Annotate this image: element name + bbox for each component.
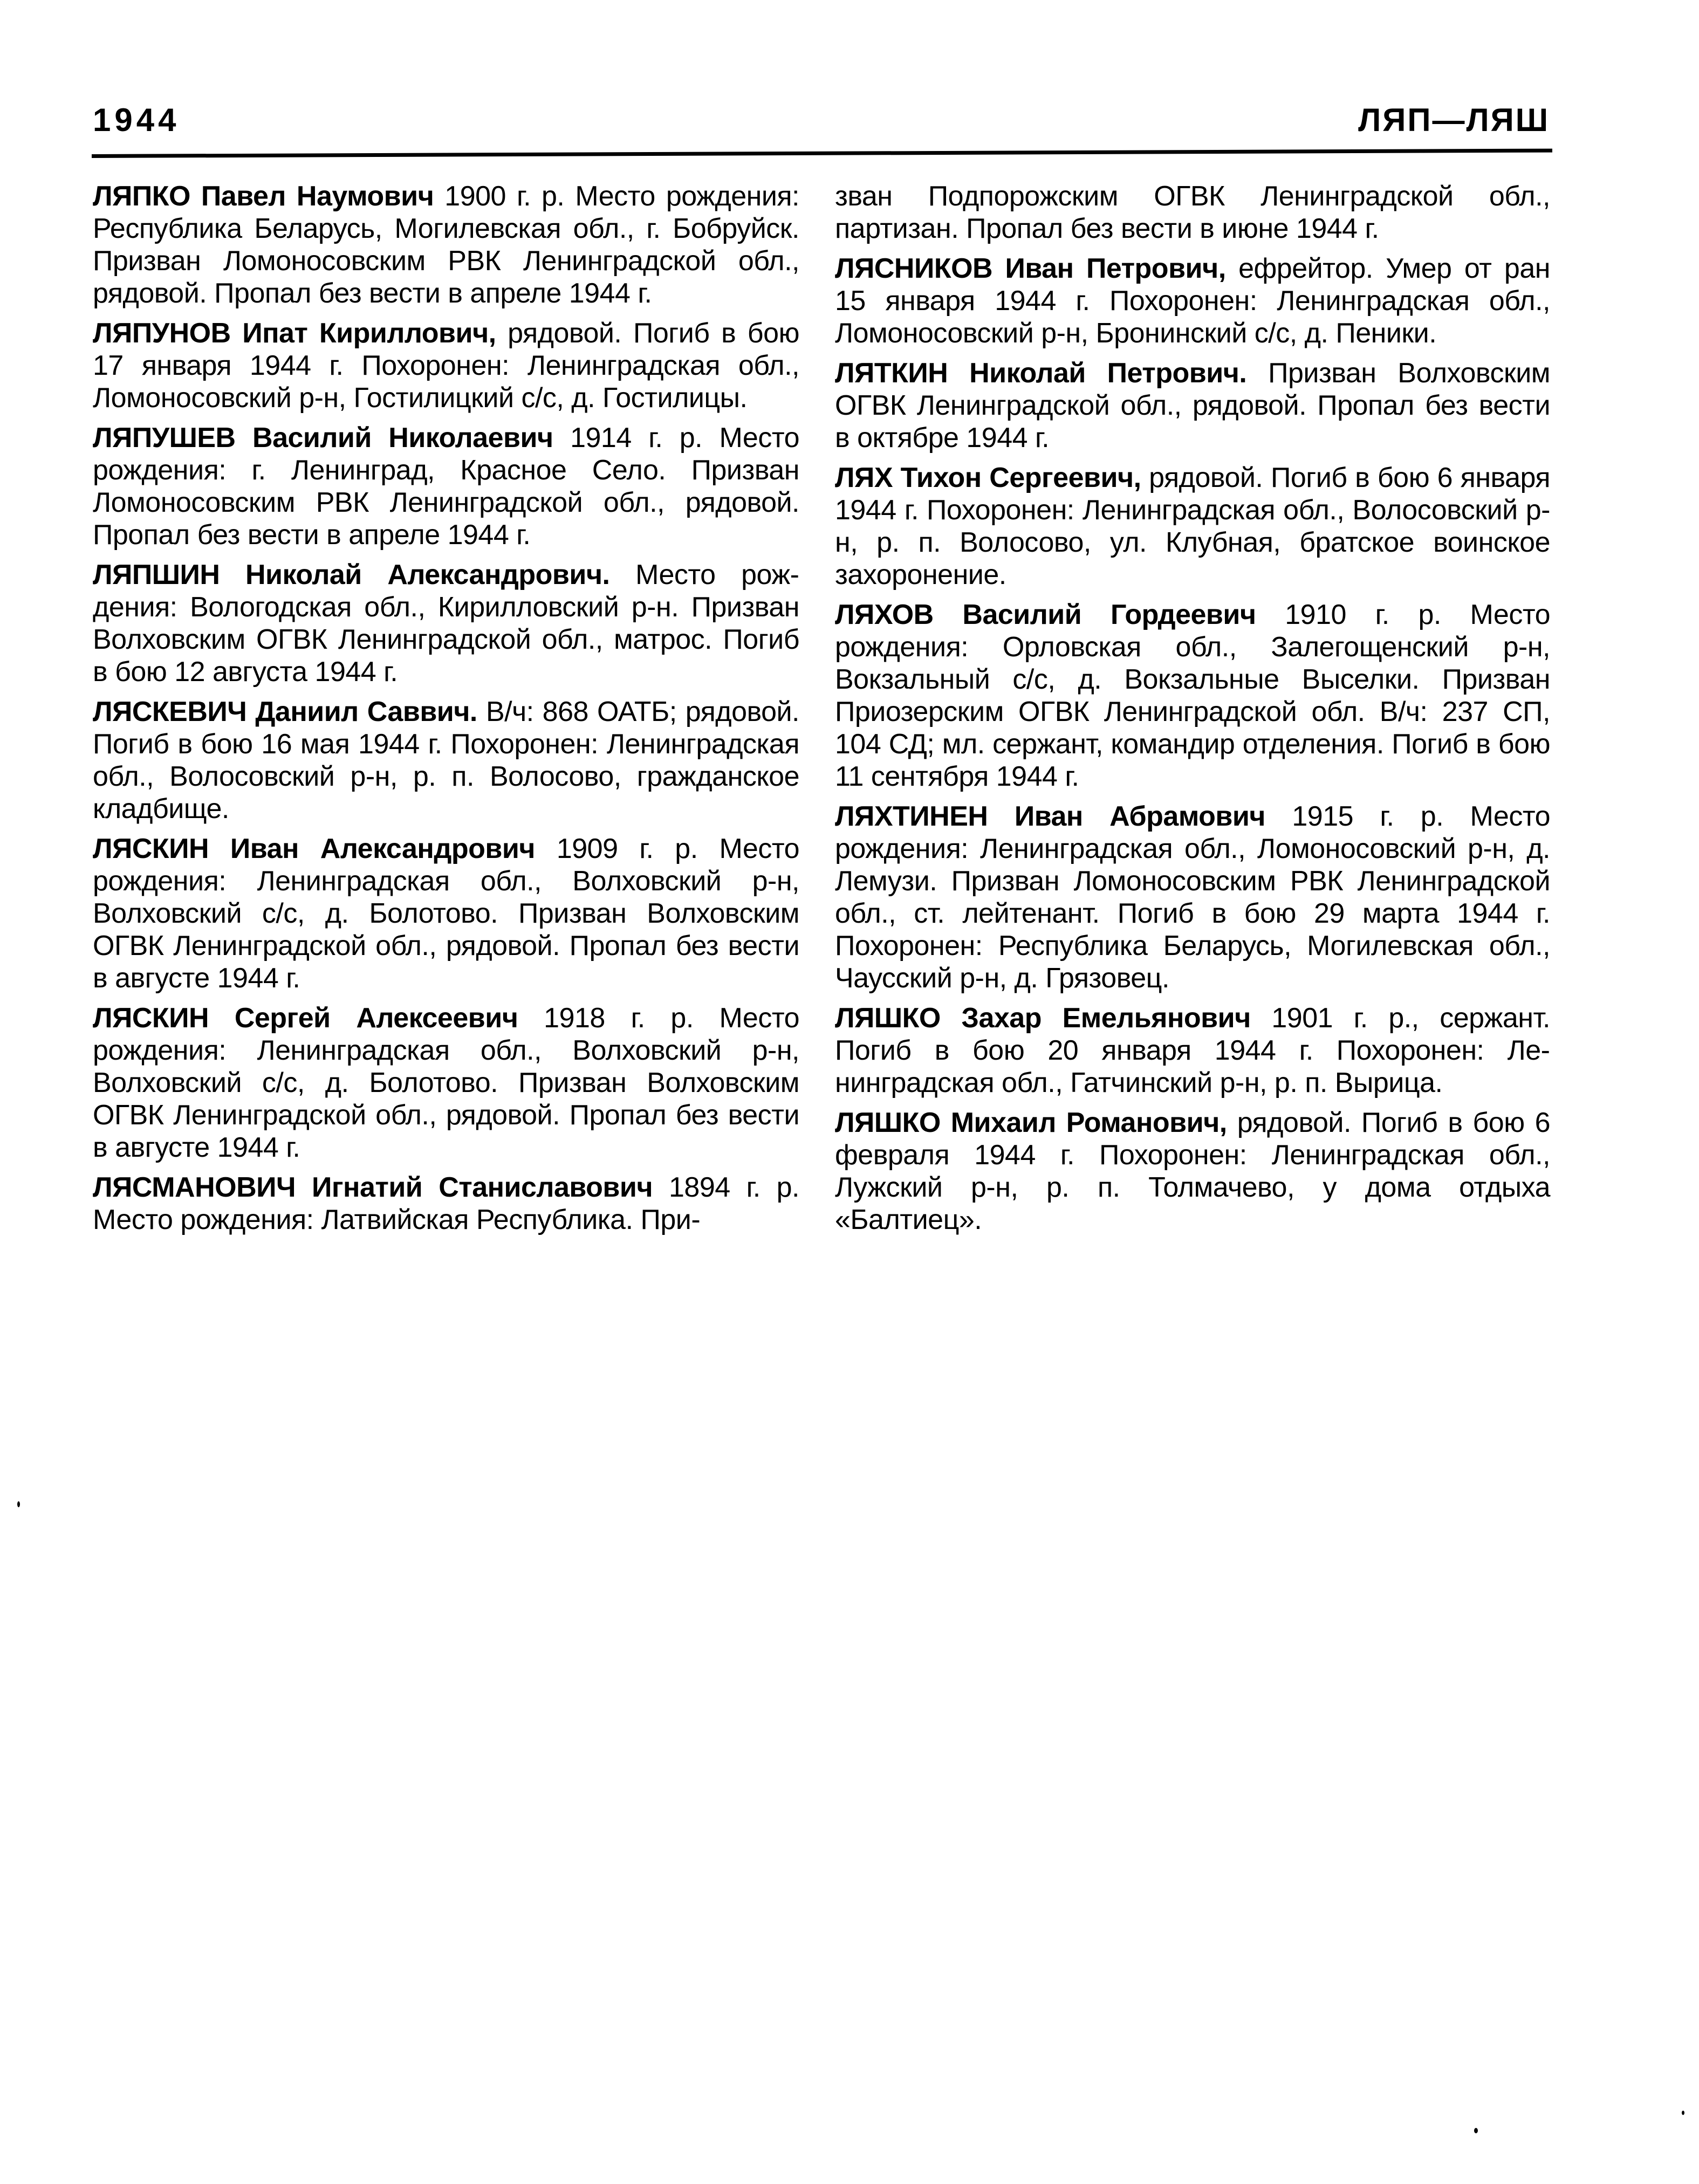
entry-name: ЛЯСНИКОВ Иван Петрович, <box>835 253 1226 284</box>
entry-name: ЛЯСМАНОВИЧ Игнатий Станиславович <box>93 1172 653 1203</box>
scan-speck <box>1474 2128 1478 2133</box>
entry: ЛЯХТИНЕН Иван Абрамович 1915 г. р. Место рождения: Ленинградская обл., Ломоносовский р-н, д. Лемузи. Призван Ломоносовским РВК Ленинградской обл., ст. лейтенант. Погиб в бою 29 марта 1944 г. Похоронен: Республика Беларусь, Могилевская обл., Чаусский р-н, д. Грязовец. <box>835 801 1550 994</box>
scan-speck <box>1682 2111 1684 2115</box>
entry-name: ЛЯСКИН Иван Александрович <box>93 833 535 864</box>
entry-name: ЛЯХТИНЕН Иван Абрамович <box>835 801 1265 832</box>
entry: ЛЯСКИН Сергей Алексеевич 1918 г. р. Место рождения: Ленинградская обл., Волховский р-н, Волховский с/с, д. Болотово. Призван Волховским ОГВК Ленинградской обл., рядовой. Пропал без вести в августе 1944 г. <box>93 1002 799 1163</box>
page-year: 1944 <box>93 102 180 138</box>
scan-speck <box>17 1501 20 1507</box>
entry-name: ЛЯХ Тихон Сергеевич, <box>835 462 1141 493</box>
header-rule <box>92 149 1552 158</box>
entry-name: ЛЯПШИН Николай Александрович. <box>93 559 610 590</box>
entry-name: ЛЯПУШЕВ Василий Николаевич <box>93 422 553 454</box>
column-right <box>835 180 1550 1244</box>
entry: ЛЯСКЕВИЧ Даниил Саввич. В/ч: 868 ОАТБ; рядовой. Погиб в бою 16 мая 1944 г. Похоронен: Ленинградская обл., Волосовский р-н, р. п. Волосово, гражданское кладбище. <box>93 696 800 825</box>
entry: ЛЯПУНОВ Ипат Кириллович, рядовой. Погиб в бою 17 января 1944 г. Похоронен: Ленинградская обл., Ломоносовский р-н, Гостилицкий с/с, д. Гостилицы. <box>93 318 799 414</box>
entry: ЛЯСНИКОВ Иван Петрович, ефрейтор. Умер от ран 15 января 1944 г. Похоронен: Ленинградская обл., Ломоносовский р-н, Бронинский с/с, д. Пеники. <box>835 253 1550 349</box>
entry: ЛЯШКО Захар Емельянович 1901 г. р., сержант. Погиб в бою 20 января 1944 г. Похоронен: Ленинградская обл., Гатчинский р-н, р. п. Вырица. <box>835 1002 1550 1098</box>
entry: ЛЯПШИН Николай Александрович. Место рождения: Вологодская обл., Кирилловский р-н. Призван Волховским ОГВК Ленинградской обл., матрос. Погиб в бою 12 августа 1944 г. <box>93 559 799 688</box>
entry-name: ЛЯШКО Захар Емельянович <box>835 1002 1251 1034</box>
entry-name: ЛЯПУНОВ Ипат Кириллович, <box>93 318 496 349</box>
entry: ЛЯШКО Михаил Романович, рядовой. Погиб в бою 6 февраля 1944 г. Похоронен: Ленинградская обл., Лужский р-н, р. п. Толмачево, у дома отдыха «Балтиец». <box>835 1107 1551 1235</box>
entry: ЛЯХОВ Василий Гордеевич 1910 г. р. Место рождения: Орловская обл., Залегощенский р-н, Вокзальный с/с, д. Вокзальные Выселки. Призван Приозерским ОГВК Ленинградской обл. В/ч: 237 СП, 104 СД; мл. сержант, командир отделения. Погиб в бою 11 сентября 1944 г. <box>835 599 1550 792</box>
entry-name: ЛЯСКЕВИЧ Даниил Саввич. <box>93 696 477 727</box>
entry: ЛЯХ Тихон Сергеевич, рядовой. Погиб в бою 6 января 1944 г. Похоронен: Ленинградская обл., Волосовский р-н, р. п. Волосово, ул. Клубная, братское воинское захоронение. <box>835 462 1550 590</box>
entry-continuation: зван Подпорожским ОГВК Ленинградской обл., партизан. Пропал без вести в июне 1944 г. <box>835 181 1550 244</box>
entry-name: ЛЯСКИН Сергей Алексеевич <box>93 1002 518 1034</box>
entry: ЛЯТКИН Николай Петрович. Призван Волховским ОГВК Ленинградской обл., рядовой. Пропал без вести в октябре 1944 г. <box>835 358 1550 454</box>
entry-name: ЛЯТКИН Николай Петрович. <box>835 358 1247 389</box>
column-left <box>93 180 799 1244</box>
page-range-header: ЛЯП—ЛЯШ <box>1358 102 1550 138</box>
entry: ЛЯПУШЕВ Василий Николаевич 1914 г. р. Место рождения: г. Ленинград, Красное Село. Призван Ломоносовским РВК Ленинградской обл., рядовой. Пропал без вести в апреле 1944 г. <box>93 422 799 551</box>
entry-name: ЛЯХОВ Василий Гордеевич <box>835 599 1256 630</box>
entry: ЛЯСМАНОВИЧ Игнатий Станиславович 1894 г. р. Место рождения: Латвийская Республика. При- <box>93 1172 800 1235</box>
entry-name: ЛЯШКО Михаил Романович, <box>835 1107 1227 1138</box>
entry: ЛЯСКИН Иван Александрович 1909 г. р. Место рождения: Ленинградская обл., Волховский р-н, Волховский с/с, д. Болотово. Призван Волховским ОГВК Ленинградской обл., рядовой. Пропал без вести в августе 1944 г. <box>93 833 799 994</box>
entry-name: ЛЯПКО Павел Наумович <box>93 181 434 212</box>
entry: ЛЯПКО Павел Наумович 1900 г. р. Место рождения: Республика Беларусь, Могилевская обл., г. Бобруйск. Призван Ломоносовским РВК Ленинградской обл., рядовой. Пропал без вести в апреле 1944 г. <box>93 181 799 309</box>
